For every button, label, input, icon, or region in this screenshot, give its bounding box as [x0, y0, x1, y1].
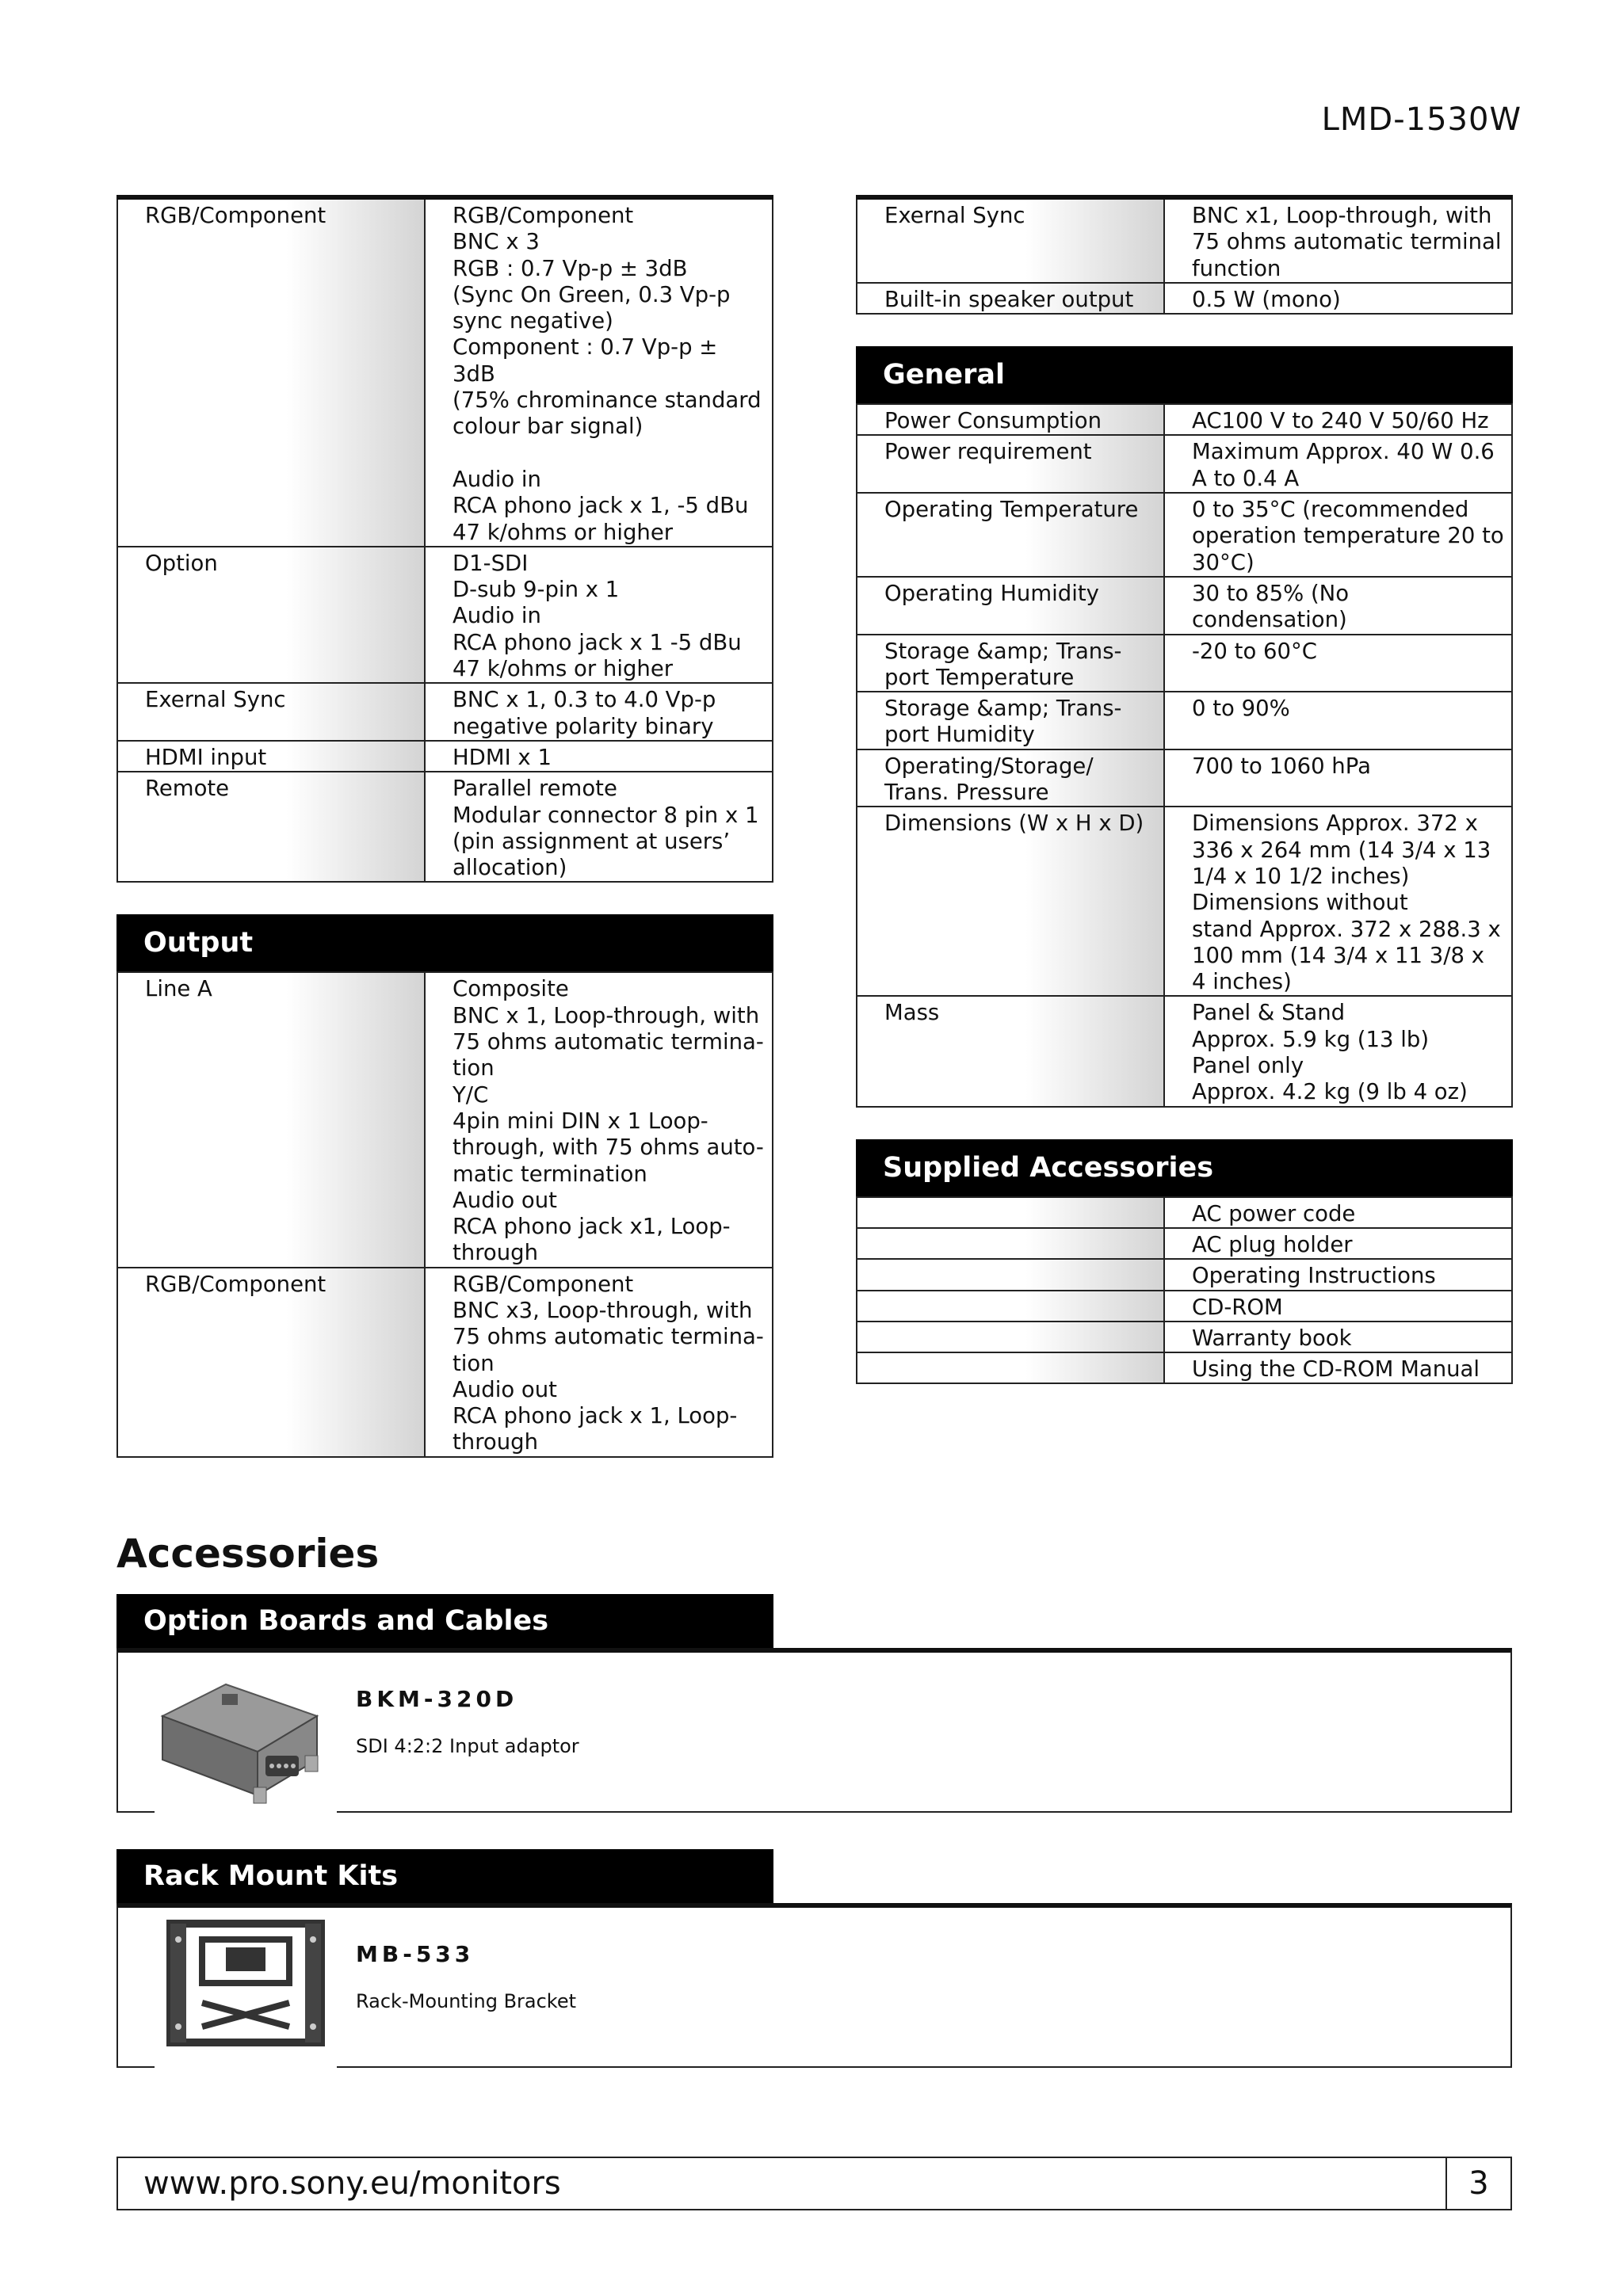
product-code: BKM-320D — [356, 1686, 518, 1712]
spec-label: Mass — [857, 996, 1164, 1106]
spec-label: Line A — [117, 972, 425, 1267]
spec-value: 0 to 35°C (recommended operation temperature 20 to 30°C) — [1164, 493, 1512, 577]
spec-value: D1-SDI D-sub 9-pin x 1 Audio in RCA phono jack x 1 -5 dBu 47 k/ohms or higher — [425, 547, 773, 683]
table-row — [857, 1352, 1512, 1383]
spec-label: Storage &amp; Trans- port Temperature — [857, 635, 1164, 692]
adapter-board-icon — [155, 1661, 337, 1819]
product-description: SDI 4:2:2 Input adaptor — [356, 1735, 579, 1757]
spec-value: RGB/Component BNC x3, Loop-through, with 75 ohms automatic termina- tion Audio out RCA phono jack x 1, Loop- through — [425, 1268, 773, 1457]
spec-label: HDMI input — [117, 741, 425, 772]
table-row — [857, 749, 1512, 807]
table-row — [857, 1228, 1512, 1259]
bkm-320d-image — [155, 1661, 337, 1819]
sync-spec-table — [856, 195, 1513, 315]
rack-mount-block — [116, 1849, 1512, 2068]
spec-label — [857, 1352, 1164, 1383]
table-row — [857, 1259, 1512, 1290]
spec-label — [857, 1228, 1164, 1259]
spec-value: Panel & Stand Approx. 5.9 kg (13 lb) Panel only Approx. 4.2 kg (9 lb 4 oz) — [1164, 996, 1512, 1106]
spec-value: 0.5 W (mono) — [1164, 283, 1512, 314]
table-row — [117, 197, 773, 547]
table-row — [117, 547, 773, 683]
table-row — [857, 493, 1512, 577]
table-row — [117, 683, 773, 741]
option-boards-box — [116, 1648, 1512, 1813]
product-code: MB-533 — [356, 1941, 475, 1967]
output-spec-table — [116, 971, 773, 1457]
spec-value: -20 to 60°C — [1164, 635, 1512, 692]
table-row — [117, 972, 773, 1267]
supplied-item: AC plug holder — [1164, 1228, 1512, 1259]
table-row — [857, 692, 1512, 749]
page-footer — [116, 2157, 1512, 2210]
model-name: LMD-1530W — [1321, 101, 1522, 138]
table-row — [857, 435, 1512, 493]
spec-label — [857, 1259, 1164, 1290]
table-row — [857, 635, 1512, 692]
table-row — [117, 1268, 773, 1457]
spec-value: 0 to 90% — [1164, 692, 1512, 749]
spec-label: Option — [117, 547, 425, 683]
supplied-item: Operating Instructions — [1164, 1259, 1512, 1290]
spec-value: 30 to 85% (No condensation) — [1164, 577, 1512, 635]
table-row — [857, 1197, 1512, 1228]
general-section-header: General — [856, 346, 1513, 403]
spec-value: Dimensions Approx. 372 x 336 x 264 mm (14 3/4 x 13 1/4 x 10 1/2 inches) Dimensions without stand Approx. 372 x 288.3 x 100 mm (14 3/4 x 11 3/8 x 4 inches) — [1164, 807, 1512, 996]
spec-label: RGB/Component — [117, 1268, 425, 1457]
footer-url-link[interactable]: www.pro.sony.eu/monitors — [143, 2165, 561, 2202]
rack-mount-box — [116, 1903, 1512, 2068]
spec-value: RGB/Component BNC x 3 RGB : 0.7 Vp-p ± 3dB (Sync On Green, 0.3 Vp-p sync negative) Component : 0.7 Vp-p ± 3dB (75% chrominance standard colour bar signal) Audio in RCA phono jack x 1, -5 dBu 47 k/ohms or higher — [425, 197, 773, 547]
output-section-header: Output — [116, 914, 773, 971]
supplied-accessories-table — [856, 1196, 1513, 1385]
table-row — [857, 1322, 1512, 1352]
spec-label: Operating/Storage/ Trans. Pressure — [857, 749, 1164, 807]
option-boards-block — [116, 1594, 1512, 1813]
table-row — [117, 772, 773, 882]
accessories-heading: Accessories — [116, 1531, 380, 1577]
spec-label: Operating Humidity — [857, 577, 1164, 635]
spec-label: RGB/Component — [117, 197, 425, 547]
right-column — [856, 195, 1513, 1384]
spec-value: BNC x 1, 0.3 to 4.0 Vp-p negative polarity binary — [425, 683, 773, 741]
spec-label: Dimensions (W x H x D) — [857, 807, 1164, 996]
spec-label — [857, 1322, 1164, 1352]
table-row — [117, 741, 773, 772]
supplied-item: Warranty book — [1164, 1322, 1512, 1352]
spec-label: Power Consumption — [857, 404, 1164, 435]
product-description: Rack-Mounting Bracket — [356, 1990, 577, 2012]
spec-label: Remote — [117, 772, 425, 882]
rack-mount-header: Rack Mount Kits — [116, 1849, 773, 1903]
table-row — [857, 577, 1512, 635]
mb-533-image — [155, 1916, 337, 2074]
table-row — [857, 807, 1512, 996]
spec-value: BNC x1, Loop-through, with 75 ohms automatic terminal function — [1164, 197, 1512, 283]
spec-value: Parallel remote Modular connector 8 pin x 1 (pin assignment at users’ allocation) — [425, 772, 773, 882]
spec-value: Maximum Approx. 40 W 0.6 A to 0.4 A — [1164, 435, 1512, 493]
spec-label: Operating Temperature — [857, 493, 1164, 577]
table-row — [857, 996, 1512, 1106]
spec-label: Exernal Sync — [117, 683, 425, 741]
spec-label: Power requirement — [857, 435, 1164, 493]
supplied-item: Using the CD-ROM Manual — [1164, 1352, 1512, 1383]
table-row — [857, 1291, 1512, 1322]
spec-label — [857, 1291, 1164, 1322]
supplied-item: CD-ROM — [1164, 1291, 1512, 1322]
spec-value: HDMI x 1 — [425, 741, 773, 772]
table-row — [857, 197, 1512, 283]
spec-label: Storage &amp; Trans- port Humidity — [857, 692, 1164, 749]
spec-label: Exernal Sync — [857, 197, 1164, 283]
spec-label: Built-in speaker output — [857, 283, 1164, 314]
page-number: 3 — [1445, 2158, 1510, 2209]
option-boards-header: Option Boards and Cables — [116, 1594, 773, 1648]
supplied-item: AC power code — [1164, 1197, 1512, 1228]
supplied-section-header: Supplied Accessories — [856, 1139, 1513, 1196]
spec-value: Composite BNC x 1, Loop-through, with 75 ohms automatic termina- tion Y/C 4pin mini DIN x 1 Loop- through, with 75 ohms auto- matic termination Audio out RCA phono jack x1, Loop- through — [425, 972, 773, 1267]
table-row — [857, 404, 1512, 435]
spec-value: AC100 V to 240 V 50/60 Hz — [1164, 404, 1512, 435]
spec-label — [857, 1197, 1164, 1228]
table-row — [857, 283, 1512, 314]
general-spec-table — [856, 403, 1513, 1107]
input-spec-table — [116, 195, 773, 883]
left-column — [116, 195, 773, 1458]
spec-value: 700 to 1060 hPa — [1164, 749, 1512, 807]
rack-bracket-icon — [155, 1916, 337, 2074]
